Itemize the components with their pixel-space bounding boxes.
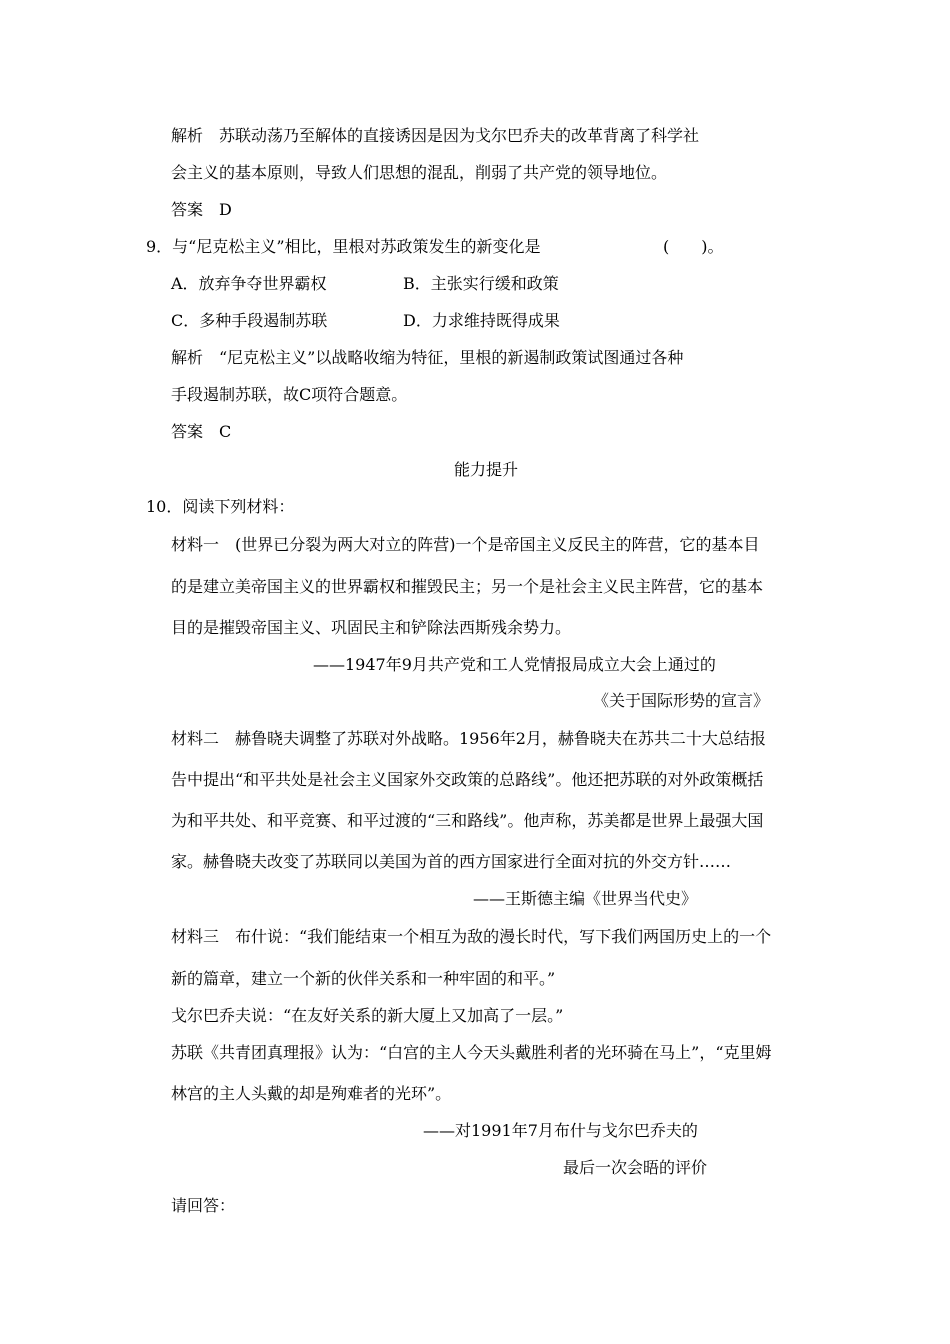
material-1-line-1: 材料一 (世界已分裂为两大对立的阵营)一个是帝国主义反民主的阵营，它的基本目 [171, 535, 760, 554]
material-3-source-line-1: ——对1991年7月布什与戈尔巴乔夫的 [423, 1121, 698, 1140]
q9-option-c: C．多种手段遏制苏联 [171, 311, 328, 330]
q9-option-a: A．放弃争夺世界霸权 [171, 274, 327, 293]
material-3-line-5: 林宫的主人头戴的却是殉难者的光环”。 [171, 1084, 452, 1103]
q9-option-d: D．力求维持既得成果 [403, 311, 560, 330]
material-2-source: ——王斯德主编《世界当代史》 [473, 889, 698, 908]
q8-analysis-line-1: 解析 苏联动荡乃至解体的直接诱因是因为戈尔巴乔夫的改革背离了科学社 [171, 126, 700, 145]
material-2-line-4: 家。赫鲁晓夫改变了苏联同以美国为首的西方国家进行全面对抗的外交方针…… [171, 852, 732, 871]
material-1-line-3: 目的是摧毁帝国主义、巩固民主和铲除法西斯残余势力。 [171, 618, 572, 637]
material-3-source-line-2: 最后一次会晤的评价 [563, 1158, 708, 1177]
q9-answer: 答案 C [171, 422, 232, 441]
q10-prompt: 请回答： [171, 1196, 236, 1215]
material-3-line-3: 戈尔巴乔夫说：“在友好关系的新大厦上又加高了一层。” [171, 1006, 564, 1025]
material-2-line-2: 告中提出“和平共处是社会主义国家外交政策的总路线”。他还把苏联的对外政策概括 [171, 770, 764, 789]
material-2-line-3: 为和平共处、和平竞赛、和平过渡的“三和路线”。他声称，苏美都是世界上最强大国 [171, 811, 764, 830]
q8-answer: 答案 D [171, 200, 232, 219]
q9-question: 9．与“尼克松主义”相比，里根对苏政策发生的新变化是 [146, 237, 541, 256]
q9-analysis-line-1: 解析 “尼克松主义”以战略收缩为特征，里根的新遏制政策试图通过各种 [171, 348, 684, 367]
q10-intro: 10．阅读下列材料： [146, 497, 295, 516]
q9-answer-blank: ( )。 [663, 237, 724, 256]
material-3-line-1: 材料三 布什说：“我们能结束一个相互为敌的漫长时代，写下我们两国历史上的一个 [171, 927, 772, 946]
material-3-line-2: 新的篇章，建立一个新的伙伴关系和一种牢固的和平。” [171, 969, 556, 988]
material-1-line-2: 的是建立美帝国主义的世界霸权和摧毁民主；另一个是社会主义民主阵营，它的基本 [171, 577, 764, 596]
material-2-line-1: 材料二 赫鲁晓夫调整了苏联对外战略。1956年2月，赫鲁晓夫在苏共二十大总结报 [171, 729, 766, 748]
section-title: 能力提升 [454, 460, 519, 479]
material-1-source-line-2: 《关于国际形势的宣言》 [593, 691, 770, 710]
material-1-source-line-1: ——1947年9月共产党和工人党情报局成立大会上通过的 [313, 655, 716, 674]
q8-analysis-line-2: 会主义的基本原则，导致人们思想的混乱，削弱了共产党的领导地位。 [171, 163, 668, 182]
q9-analysis-line-2: 手段遏制苏联，故C项符合题意。 [171, 385, 408, 404]
q9-option-b: B．主张实行缓和政策 [403, 274, 559, 293]
material-3-line-4: 苏联《共青团真理报》认为：“白宫的主人今天头戴胜利者的光环骑在马上”，“克里姆 [171, 1043, 772, 1062]
